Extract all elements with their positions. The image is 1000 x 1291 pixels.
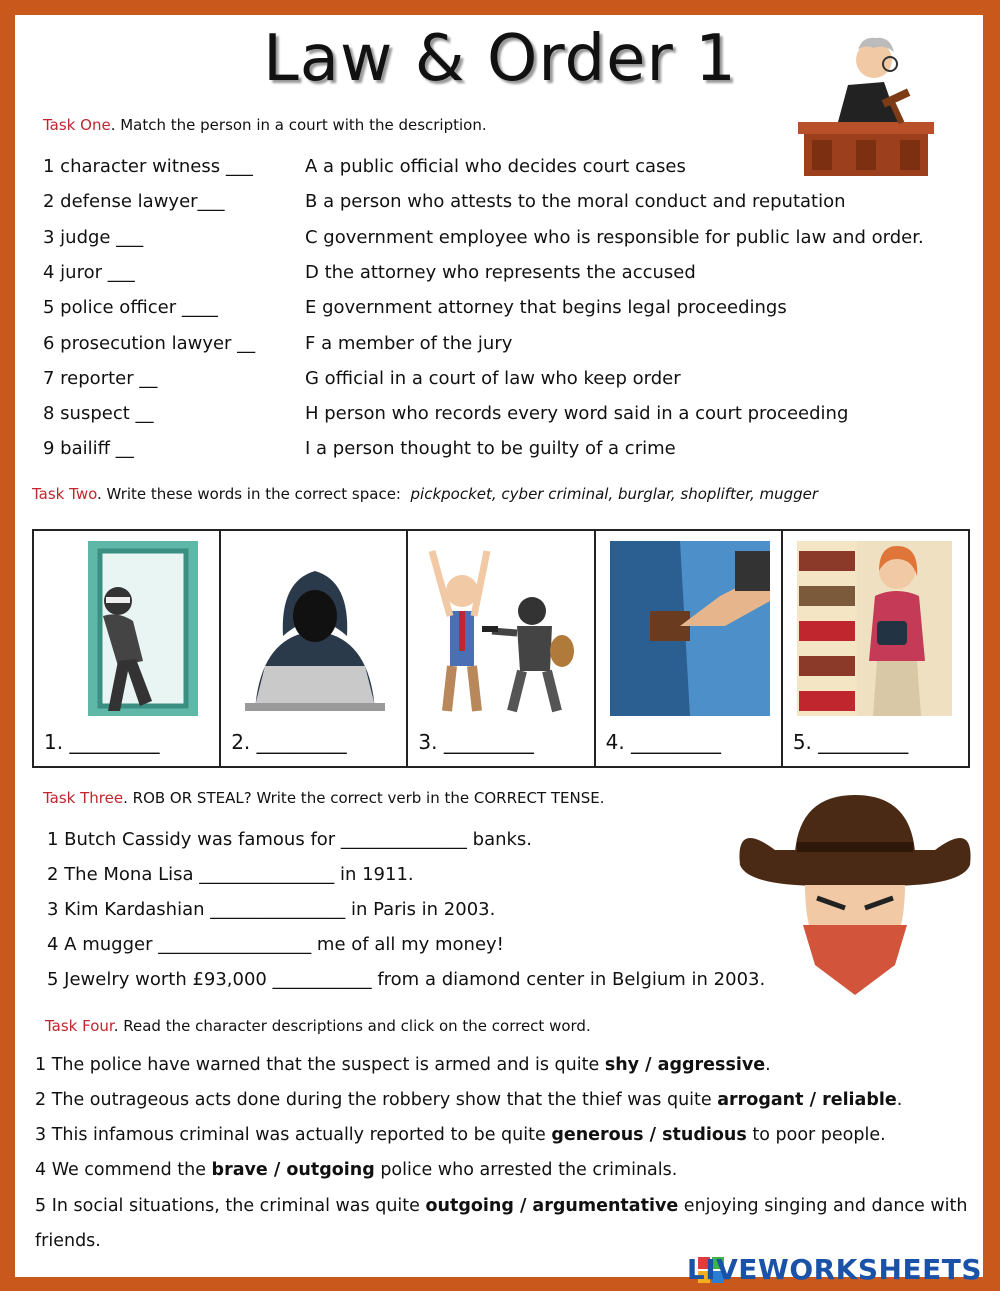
blank-5[interactable]: 5. _________ bbox=[792, 730, 909, 754]
task-one-person-2[interactable]: 2 defense lawyer___ bbox=[43, 191, 225, 212]
task-one-label: Task One bbox=[43, 116, 111, 134]
task-four-item-1-end: . bbox=[765, 1055, 771, 1075]
task-four-item-5-text: 5 In social situations, the criminal was quite bbox=[35, 1196, 426, 1216]
judge-illustration bbox=[798, 30, 938, 180]
task-four-item-4-end: police who arrested the criminals. bbox=[374, 1160, 678, 1180]
task-one-description-c: C government employee who is responsible for public law and order. bbox=[305, 227, 924, 248]
task-four-item-2-choice[interactable]: arrogant / reliable bbox=[717, 1090, 897, 1110]
task-three-label: Task Three bbox=[43, 789, 124, 807]
task-four-item-3 bbox=[35, 1125, 886, 1145]
task-one-person-8[interactable]: 8 suspect __ bbox=[43, 403, 154, 424]
task-three-item-4[interactable]: 4 A mugger _________________ me of all my money! bbox=[47, 934, 504, 955]
task-one-description-g: G official in a court of law who keep order bbox=[305, 368, 681, 389]
task-four-item-2-text: 2 The outrageous acts done during the robbery show that the thief was quite bbox=[35, 1090, 718, 1110]
task-four-item-1-choice[interactable]: shy / aggressive bbox=[604, 1055, 766, 1075]
shoplifter-image bbox=[797, 541, 957, 721]
task-one-person-3[interactable]: 3 judge ___ bbox=[43, 227, 144, 248]
page-title: Law & Order 1 bbox=[263, 22, 737, 96]
task-one-description-d: D the attorney who represents the accused bbox=[305, 262, 696, 283]
task-two-instruction: . Write these words in the correct space: bbox=[97, 485, 401, 503]
task-one-person-7[interactable]: 7 reporter __ bbox=[43, 368, 158, 389]
picture-cell-4 bbox=[596, 531, 783, 766]
task-four-instruction: . Read the character descriptions and click on the correct word. bbox=[113, 1017, 591, 1035]
task-one-person-1[interactable]: 1 character witness ___ bbox=[43, 156, 253, 177]
picture-cell-2 bbox=[221, 531, 408, 766]
task-four-item-4 bbox=[35, 1160, 677, 1180]
task-one-description-h: H person who records every word said in a court proceeding bbox=[305, 403, 849, 424]
task-three-item-5[interactable]: 5 Jewelry worth £93,000 ___________ from a diamond center in Belgium in 2003. bbox=[47, 969, 766, 990]
picture-grid bbox=[32, 529, 970, 768]
task-four-item-3-end: to poor people. bbox=[746, 1125, 886, 1145]
task-three-instruction: . ROB OR STEAL? Write the correct verb in the CORRECT TENSE. bbox=[123, 789, 605, 807]
task-four-item-4-choice[interactable]: brave / outgoing bbox=[211, 1160, 375, 1180]
liveworksheets-brand[interactable]: LIVEWORKSHEETS bbox=[686, 1253, 982, 1286]
task-four-item-3-choice[interactable]: generous / studious bbox=[551, 1125, 747, 1145]
task-one-heading bbox=[43, 116, 487, 134]
task-four-item-2-end: . bbox=[896, 1090, 903, 1110]
task-four-item-5-continuation: friends. bbox=[35, 1231, 101, 1251]
task-three-item-2[interactable]: 2 The Mona Lisa _______________ in 1911. bbox=[47, 864, 414, 885]
task-four-item-5-end: enjoying singing and dance with bbox=[678, 1196, 968, 1216]
task-four-item-5-choice[interactable]: outgoing / argumentative bbox=[425, 1196, 679, 1216]
task-four-item-1-text: 1 The police have warned that the suspect is armed and is quite bbox=[35, 1055, 605, 1075]
picture-cell-5 bbox=[783, 531, 968, 766]
task-four-item-2 bbox=[35, 1090, 902, 1110]
task-one-instruction: . Match the person in a court with the description. bbox=[110, 116, 487, 134]
task-one-person-6[interactable]: 6 prosecution lawyer __ bbox=[43, 333, 256, 354]
pickpocket-image bbox=[610, 541, 770, 721]
task-one-description-i: I a person thought to be guilty of a crime bbox=[305, 438, 676, 459]
task-three-heading bbox=[43, 789, 605, 807]
task-one-description-a: A a public official who decides court cases bbox=[305, 156, 686, 177]
task-two-label: Task Two bbox=[32, 485, 98, 503]
task-four-item-1 bbox=[35, 1055, 771, 1075]
blank-4[interactable]: 4. _________ bbox=[605, 730, 722, 754]
task-one-description-f: F a member of the jury bbox=[305, 333, 513, 354]
bandit-illustration bbox=[735, 790, 975, 1000]
task-four-item-4-text: 4 We commend the bbox=[35, 1160, 212, 1180]
cyber-criminal-image bbox=[235, 541, 395, 721]
blank-3[interactable]: 3. _________ bbox=[418, 730, 534, 754]
task-one-person-4[interactable]: 4 juror ___ bbox=[43, 262, 135, 283]
task-four-item-3-text: 3 This infamous criminal was actually reported to be quite bbox=[35, 1125, 552, 1145]
task-four-heading bbox=[45, 1017, 591, 1035]
blank-2[interactable]: 2. _________ bbox=[231, 730, 347, 754]
mugger-image bbox=[422, 541, 582, 721]
picture-cell-1 bbox=[34, 531, 221, 766]
task-three-item-3[interactable]: 3 Kim Kardashian _______________ in Paris in 2003. bbox=[47, 899, 496, 920]
blank-1[interactable]: 1. _________ bbox=[44, 730, 160, 754]
task-one-person-9[interactable]: 9 bailiff __ bbox=[43, 438, 134, 459]
picture-cell-3 bbox=[408, 531, 595, 766]
burglar-window-image bbox=[48, 541, 208, 721]
task-one-person-5[interactable]: 5 police officer ____ bbox=[43, 297, 218, 318]
task-one-description-e: E government attorney that begins legal proceedings bbox=[305, 297, 787, 318]
task-two-heading bbox=[32, 485, 818, 503]
task-two-word-bank: pickpocket, cyber criminal, burglar, shoplifter, mugger bbox=[410, 485, 819, 503]
task-one-description-b: B a person who attests to the moral conduct and reputation bbox=[305, 191, 846, 212]
task-four-label: Task Four bbox=[45, 1017, 114, 1035]
task-four-item-5 bbox=[35, 1196, 968, 1216]
task-three-item-1[interactable]: 1 Butch Cassidy was famous for ______________ banks. bbox=[47, 829, 533, 850]
